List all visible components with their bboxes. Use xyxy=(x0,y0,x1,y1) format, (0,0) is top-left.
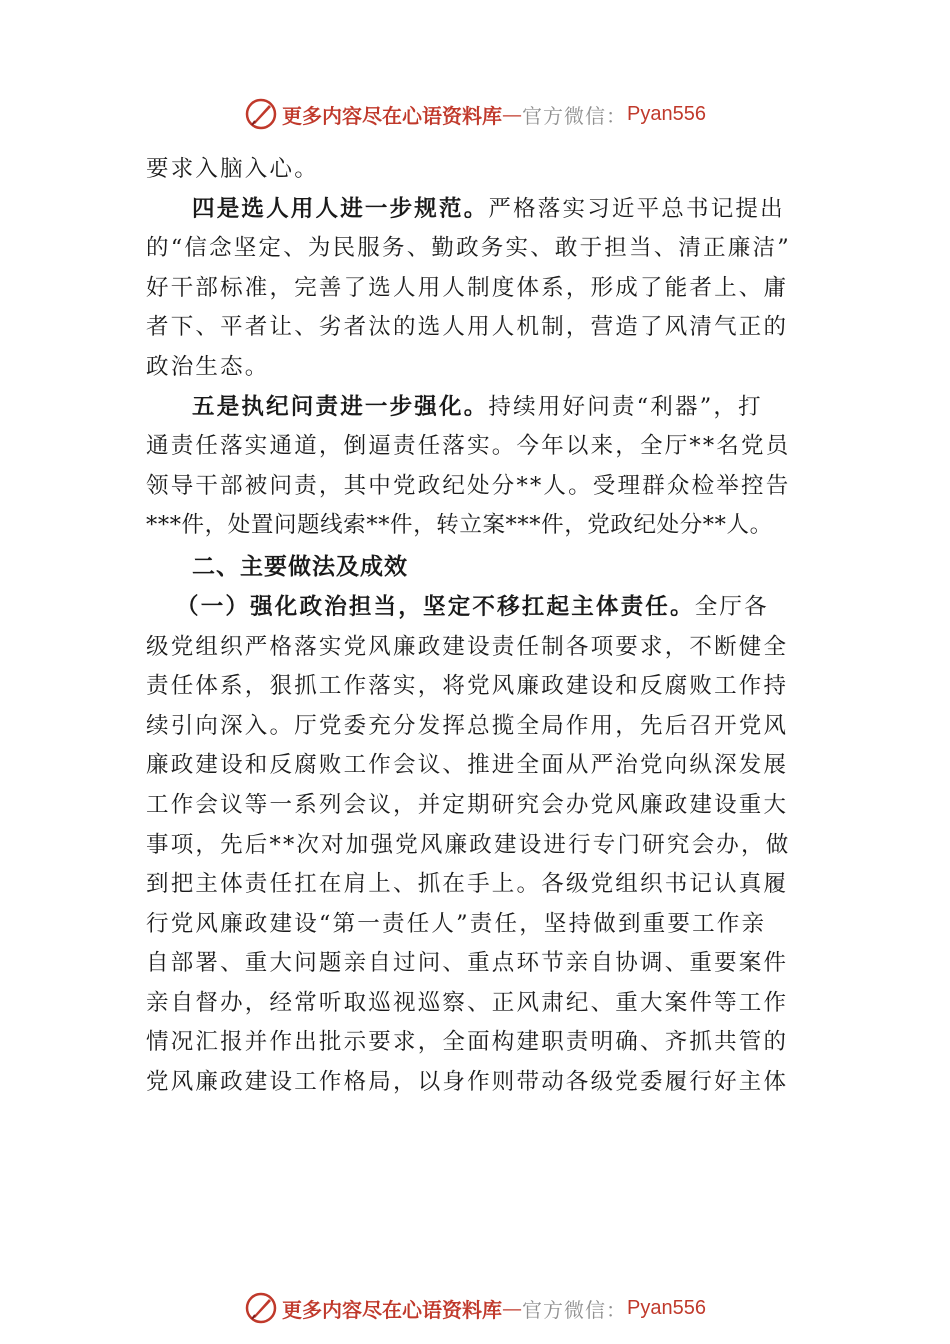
banner-wechat-id: Pyan556 xyxy=(627,1296,706,1319)
paragraph-lead: 四是选人用人进一步规范。 xyxy=(192,195,489,222)
paragraph-line: 行党风廉政建设“第一责任人”责任，坚持做到重要工作亲 xyxy=(146,910,767,937)
quill-pen-logo-icon xyxy=(244,1291,278,1325)
banner-wechat-id: Pyan556 xyxy=(627,102,706,125)
banner-dash: — xyxy=(502,102,523,126)
section-heading: 二、主要做法及成效 xyxy=(192,553,408,580)
paragraph-line: 责任体系，狠抓工作落实，将党风廉政建设和反腐败工作持 xyxy=(146,673,789,700)
document-body xyxy=(146,150,806,1103)
paragraph-line: 亲自督办，经常听取巡视巡察、正风肃纪、重大案件等工作 xyxy=(146,989,789,1016)
paragraph-line: 好干部标准，完善了选人用人制度体系，形成了能者上、庸 xyxy=(146,274,789,301)
paragraph-first-line xyxy=(146,190,806,230)
paragraph-line: 通责任落实通道，倒逼责任落实。今年以来，全厅**名党员 xyxy=(146,433,791,460)
paragraph-lead-rest: 严格落实习近平总书记提出 xyxy=(488,195,785,222)
paragraph-line: 领导干部被问责，其中党政纪处分**人。受理群众检举控告 xyxy=(146,472,791,499)
paragraph-line: 的“信念坚定、为民服务、勤政务实、敢于担当、清正廉洁” xyxy=(146,235,791,262)
paragraph-line: 政治生态。 xyxy=(146,353,270,380)
paragraph-line: 者下、平者让、劣者汰的选人用人机制，营造了风清气正的 xyxy=(146,314,789,341)
paragraph-lead: （一）强化政治担当，坚定不移扛起主体责任。 xyxy=(176,593,695,620)
banner-official-text: 官方微信： xyxy=(522,1297,628,1322)
paragraph-first-line xyxy=(146,388,806,428)
paragraph-line: 级党组织严格落实党风廉政建设责任制各项要求，不断健全 xyxy=(146,633,789,660)
paragraph-lead-rest: 持续用好问责“利器”，打 xyxy=(488,393,763,420)
paragraph-first-line xyxy=(146,588,806,628)
paragraph-line: 廉政建设和反腐败工作会议、推进全面从严治党向纵深发展 xyxy=(146,752,789,779)
paragraph-line: 情况汇报并作出批示要求，全面构建职责明确、齐抓共管的 xyxy=(146,1029,789,1056)
footer-banner xyxy=(0,1288,950,1328)
paragraph-lead: 五是执纪问责进一步强化。 xyxy=(192,393,489,420)
banner-dash: — xyxy=(502,1296,523,1320)
paragraph-line: 续引向深入。厅党委充分发挥总揽全局作用，先后召开党风 xyxy=(146,712,789,739)
paragraph-line: 党风廉政建设工作格局，以身作则带动各级党委履行好主体 xyxy=(146,1069,789,1096)
paragraph-line: 自部署、重大问题亲自过问、重点环节亲自协调、重要案件 xyxy=(146,950,789,977)
paragraph-line: 到把主体责任扛在肩上、抓在手上。各级党组织书记认真履 xyxy=(146,871,789,898)
paragraph-line: 工作会议等一系列会议，并定期研究会办党风廉政建设重大 xyxy=(146,791,789,818)
paragraph-lead-rest: 全厅各 xyxy=(694,593,769,620)
banner-library-text: 更多内容尽在心语资料库 xyxy=(282,103,503,128)
paragraph-line: 要求入脑入心。 xyxy=(146,156,319,182)
paragraph-line: ***件，处置问题线索**件，转立案***件，党政纪处分**人。 xyxy=(146,512,773,539)
header-banner xyxy=(0,94,950,134)
banner-official-text: 官方微信： xyxy=(522,103,628,128)
banner-library-text: 更多内容尽在心语资料库 xyxy=(282,1297,503,1322)
paragraph-line: 事项，先后**次对加强党风廉政建设进行专门研究会办，做 xyxy=(146,831,791,858)
quill-pen-logo-icon xyxy=(244,97,278,131)
